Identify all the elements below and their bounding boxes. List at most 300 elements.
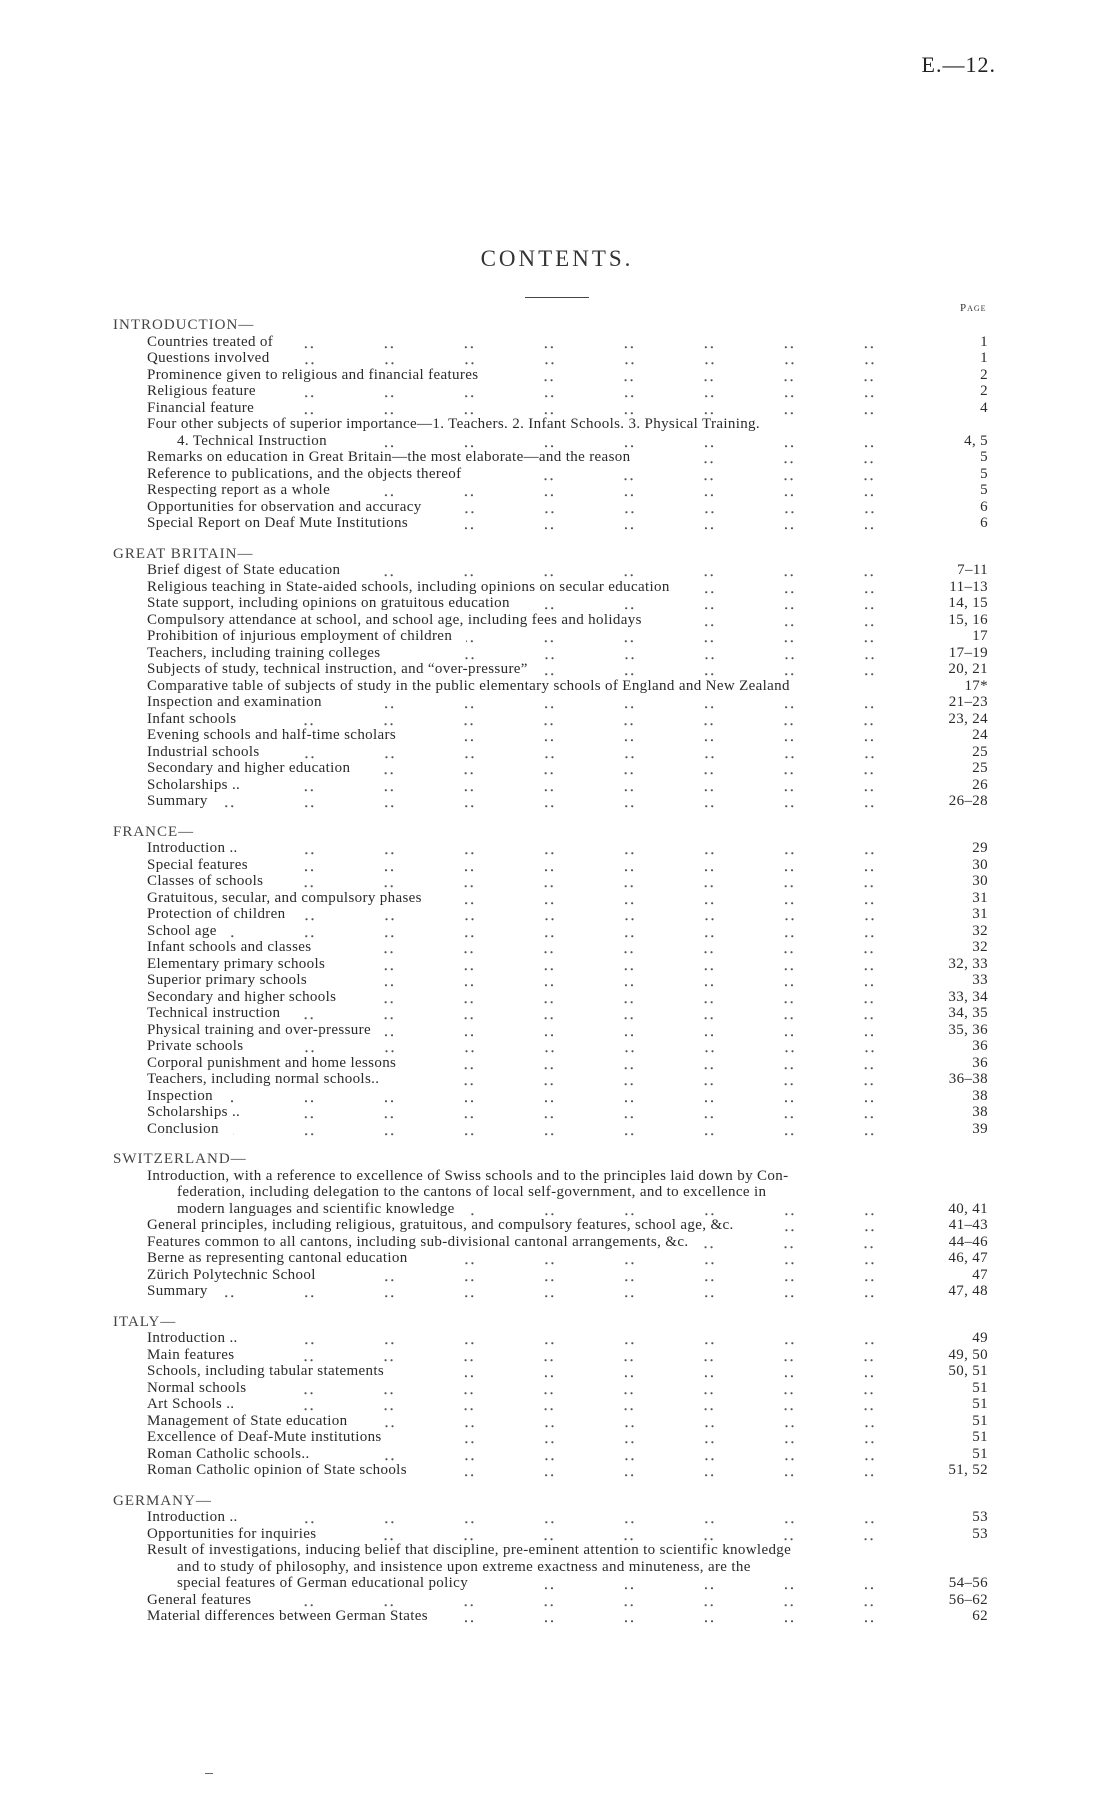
page-number: 40, 41	[948, 1200, 988, 1217]
dot-leader	[410, 727, 914, 744]
toc-entry	[113, 1542, 988, 1592]
entry-title: Opportunities for inquiries	[147, 1525, 317, 1542]
toc-entry	[113, 1088, 988, 1105]
page-number: 11–13	[949, 578, 988, 595]
entry-title: special features of German educational policy	[177, 1575, 469, 1591]
entry-line	[147, 793, 988, 810]
dot-leader	[227, 1088, 914, 1105]
toc-entry	[113, 1168, 988, 1218]
entry-title: Introduction ..	[147, 1330, 238, 1346]
entry-title: Infant schools and classes	[147, 939, 312, 955]
dot-leader	[284, 350, 914, 367]
page-title: CONTENTS.	[480, 246, 634, 271]
toc-entry	[113, 1347, 988, 1364]
dot-leader	[258, 1038, 915, 1055]
dot-leader	[748, 1217, 914, 1234]
dot-leader	[702, 1234, 914, 1251]
page-number: 2	[980, 383, 988, 399]
toc-entry	[113, 383, 988, 400]
entry-line	[147, 1283, 988, 1300]
page-number: 50, 51	[948, 1363, 988, 1379]
page-number: 51	[972, 1379, 988, 1396]
page-number: 24	[972, 727, 988, 743]
scan-mark	[205, 1773, 213, 1774]
entry-title: General features	[147, 1591, 252, 1608]
toc-entry	[113, 1104, 988, 1121]
toc-entry	[113, 972, 988, 989]
dot-leader	[341, 433, 914, 450]
entry-title: Roman Catholic schools..	[147, 1445, 310, 1462]
entry-line	[147, 956, 988, 973]
entry-title: Prominence given to religious and financial features	[147, 366, 479, 383]
toc-entry	[113, 711, 988, 728]
toc-entry	[113, 1038, 988, 1055]
entry-line	[147, 1559, 988, 1576]
entry-title: Art Schools ..	[147, 1396, 235, 1412]
page-number: 31	[972, 889, 988, 906]
page-number: 26	[972, 776, 988, 793]
entry-title: Inspection and examination	[147, 694, 322, 710]
page-number: 51	[972, 1429, 988, 1445]
dot-leader	[252, 1509, 914, 1526]
entry-line	[147, 334, 988, 351]
page-number: 54–56	[948, 1575, 988, 1591]
page-number: 53	[972, 1525, 988, 1542]
entry-title: Evening schools and half-time scholars	[147, 727, 397, 743]
entry-line	[147, 645, 988, 662]
page-number: 39	[972, 1120, 988, 1137]
entry-title: Material differences between German States	[147, 1608, 428, 1624]
page-number: 49	[972, 1330, 988, 1346]
entry-line	[147, 890, 988, 907]
toc-entry	[113, 1005, 988, 1022]
toc-entry	[113, 466, 988, 483]
dot-leader	[684, 579, 914, 596]
entry-line	[147, 1055, 988, 1072]
entry-title: Reference to publications, and the objects thereof	[147, 465, 462, 482]
entry-line	[147, 1250, 988, 1267]
entry-line	[147, 1038, 988, 1055]
dot-leader	[396, 1429, 914, 1446]
toc-entry	[113, 645, 988, 662]
entry-line	[147, 1330, 988, 1347]
toc-section	[113, 1151, 988, 1300]
dot-leader	[410, 1055, 914, 1072]
entry-line	[147, 678, 988, 695]
page-number: 29	[972, 840, 988, 856]
dot-leader	[330, 1267, 914, 1284]
dot-leader	[231, 923, 914, 940]
entry-title: Summary	[147, 793, 208, 809]
entry-line	[147, 1509, 988, 1526]
toc-entry	[113, 890, 988, 907]
page-number: 38	[972, 1104, 988, 1120]
dot-leader	[254, 777, 914, 794]
dot-leader	[277, 873, 914, 890]
page-number: 33	[972, 972, 988, 988]
entry-line	[147, 579, 988, 596]
entry-line	[147, 1462, 988, 1479]
toc-entry	[113, 1509, 988, 1526]
entry-line	[147, 383, 988, 400]
entry-line	[147, 1121, 988, 1138]
entry-line	[147, 727, 988, 744]
toc-entry	[113, 334, 988, 351]
page-number: 15, 16	[948, 611, 988, 628]
dot-leader	[294, 1005, 914, 1022]
entry-title: General principles, including religious, gratuitous, and compulsory features, school age, &c.	[147, 1217, 734, 1233]
dot-leader	[233, 1121, 914, 1138]
entry-line	[147, 1413, 988, 1430]
entry-line	[147, 1347, 988, 1364]
entry-title: Secondary and higher education	[147, 760, 351, 776]
entry-title: Corporal punishment and home lessons	[147, 1054, 397, 1071]
page-number: 32, 33	[948, 955, 988, 972]
dot-leader	[393, 1071, 914, 1088]
entry-line	[147, 367, 988, 384]
entry-title: Remarks on education in Great Britain—the most elaborate—and the reason	[147, 449, 631, 465]
section-heading: SWITZERLAND—	[113, 1151, 247, 1167]
entry-line	[147, 612, 988, 629]
entry-title: Physical training and over-pressure	[147, 1021, 371, 1038]
page-number: 5	[980, 449, 988, 465]
entry-line	[147, 873, 988, 890]
section-heading: FRANCE—	[113, 823, 195, 840]
dot-leader	[421, 1462, 914, 1479]
page-number: 17	[972, 628, 988, 644]
page-number: 35, 36	[948, 1021, 988, 1038]
page-number: 5	[980, 482, 988, 498]
entry-title: School age	[147, 922, 217, 939]
toc-entry	[113, 350, 988, 367]
entry-line	[147, 1005, 988, 1022]
entry-line	[147, 906, 988, 923]
entry-line	[147, 433, 988, 450]
entry-title: Classes of schools	[147, 873, 264, 889]
entry-line	[147, 1380, 988, 1397]
page-number: 44–46	[948, 1233, 988, 1250]
entry-line	[147, 760, 988, 777]
entry-line	[147, 482, 988, 499]
entry-title: Main features	[147, 1346, 235, 1363]
dot-leader	[300, 906, 915, 923]
entry-title: Summary	[147, 1283, 208, 1299]
entry-title: 4. Technical Instruction	[177, 432, 327, 449]
entry-line	[147, 466, 988, 483]
page-number: 51	[972, 1445, 988, 1462]
toc-entry	[113, 1608, 988, 1625]
page-number: 32	[972, 922, 988, 939]
entry-title: Zürich Polytechnic School	[147, 1266, 316, 1283]
dot-leader	[325, 939, 914, 956]
dot-leader	[287, 334, 914, 351]
entry-line	[147, 857, 988, 874]
toc-entry	[113, 628, 988, 645]
page-number: 47, 48	[948, 1283, 988, 1299]
dot-leader	[804, 678, 914, 695]
entry-line	[147, 1217, 988, 1234]
entry-line	[147, 449, 988, 466]
entry-title: Result of investigations, inducing belief that discipline, pre-eminent attention to scientific knowledge	[147, 1542, 792, 1558]
toc-entry	[113, 482, 988, 499]
toc-entry	[113, 1396, 988, 1413]
entry-title: and to study of philosophy, and insistence upon extreme exactness and minuteness, are the	[177, 1558, 751, 1575]
toc-entry	[113, 400, 988, 417]
toc-entry	[113, 1429, 988, 1446]
entry-title: Opportunities for observation and accuracy	[147, 498, 422, 515]
page-number: 31	[972, 906, 988, 922]
toc-entry	[113, 727, 988, 744]
page-number: 4	[980, 399, 988, 416]
entry-line	[147, 1526, 988, 1543]
dot-leader	[268, 400, 914, 417]
page-number: 51	[972, 1396, 988, 1412]
entry-title: Normal schools	[147, 1379, 247, 1396]
entry-line	[147, 515, 988, 532]
toc-section	[113, 1314, 988, 1479]
entry-line	[147, 1071, 988, 1088]
dot-leader	[252, 840, 914, 857]
dot-leader	[542, 661, 914, 678]
entry-title: Infant schools	[147, 710, 237, 727]
entry-line	[147, 499, 988, 516]
entry-line	[147, 350, 988, 367]
table-of-contents	[113, 317, 988, 1639]
entry-title: Protection of children	[147, 906, 286, 922]
toc-entry	[113, 1121, 988, 1138]
page-number: 36	[972, 1038, 988, 1054]
entry-line	[147, 416, 988, 433]
toc-section	[113, 824, 988, 1138]
toc-entry	[113, 840, 988, 857]
dot-leader	[330, 1526, 914, 1543]
toc-entry	[113, 562, 988, 579]
page-number: 1	[980, 350, 988, 366]
toc-entry	[113, 416, 988, 449]
toc-section	[113, 1493, 988, 1625]
page-number: 51, 52	[948, 1462, 988, 1478]
entry-title: Features common to all cantons, including sub-divisional cantonal arrangements, &c.	[147, 1233, 689, 1250]
entry-line	[147, 628, 988, 645]
dot-leader	[475, 466, 914, 483]
toc-entry	[113, 1022, 988, 1039]
section-heading: ITALY—	[113, 1313, 177, 1330]
dot-leader	[324, 1446, 914, 1463]
entry-title: Introduction ..	[147, 1509, 238, 1525]
page-number: 47	[972, 1266, 988, 1283]
toc-section	[113, 317, 988, 532]
entry-title: Berne as representing cantonal education	[147, 1250, 408, 1266]
entry-line	[147, 923, 988, 940]
page-number: 20, 21	[948, 661, 988, 677]
toc-entry	[113, 694, 988, 711]
dot-leader	[350, 989, 914, 1006]
toc-entry	[113, 367, 988, 384]
entry-line	[147, 1396, 988, 1413]
page-number: 25	[972, 743, 988, 760]
dot-leader	[364, 760, 914, 777]
entry-line	[147, 1234, 988, 1251]
entry-title: Four other subjects of superior importance—1. Teachers. 2. Infant Schools. 3. Physical Training.	[147, 416, 761, 432]
dot-leader	[270, 383, 914, 400]
dot-leader	[385, 1022, 914, 1039]
toc-entry	[113, 1526, 988, 1543]
page-number: 49, 50	[948, 1346, 988, 1363]
entry-title: Religious teaching in State-aided schools, including opinions on secular education	[147, 578, 670, 595]
dot-leader	[422, 515, 914, 532]
entry-title: Management of State education	[147, 1412, 348, 1429]
entry-title: Financial feature	[147, 399, 255, 416]
dot-leader	[336, 694, 914, 711]
page-number: 17*	[964, 677, 988, 694]
entry-title: federation, including delegation to the cantons of local self-government, and to excellence in	[177, 1184, 767, 1200]
toc-entry	[113, 449, 988, 466]
toc-entry	[113, 760, 988, 777]
dot-leader	[274, 744, 914, 761]
page-number: 25	[972, 760, 988, 776]
section-heading: GREAT BRITAIN—	[113, 545, 254, 562]
entry-title: Comparative table of subjects of study in the public elementary schools of England and New Zealand	[147, 677, 790, 694]
toc-entry	[113, 1283, 988, 1300]
entry-line	[147, 595, 988, 612]
toc-entry	[113, 956, 988, 973]
document-reference: E.—12.	[921, 52, 996, 77]
page-number: 14, 15	[948, 595, 988, 611]
entry-line	[147, 1267, 988, 1284]
section-heading: GERMANY—	[113, 1492, 212, 1509]
dot-leader	[254, 1104, 914, 1121]
page-number: 26–28	[948, 793, 988, 809]
toc-entry	[113, 499, 988, 516]
entry-title: Respecting report as a whole	[147, 482, 331, 498]
page-number: 38	[972, 1087, 988, 1104]
page-number: 23, 24	[948, 710, 988, 727]
page-number: 6	[980, 498, 988, 515]
page-number: 4, 5	[964, 432, 988, 449]
entry-title: Religious feature	[147, 383, 256, 399]
dot-leader	[436, 499, 914, 516]
page-number: 51	[972, 1412, 988, 1429]
page-number: 21–23	[948, 694, 988, 710]
entry-title: Excellence of Deaf-Mute institutions	[147, 1429, 382, 1445]
dot-leader	[262, 857, 914, 874]
entry-title: Teachers, including normal schools..	[147, 1071, 380, 1087]
toc-entry	[113, 923, 988, 940]
toc-entry	[113, 1363, 988, 1380]
dot-leader	[339, 956, 914, 973]
entry-title: Roman Catholic opinion of State schools	[147, 1462, 407, 1478]
entry-title: Scholarships ..	[147, 776, 241, 793]
entry-title: Questions involved	[147, 350, 270, 366]
entry-title: Private schools	[147, 1038, 244, 1054]
dot-leader	[362, 1413, 915, 1430]
entry-line	[147, 1022, 988, 1039]
toc-entry	[113, 1234, 988, 1251]
page-number: 30	[972, 856, 988, 873]
toc-entry	[113, 989, 988, 1006]
toc-entry	[113, 678, 988, 695]
page-number: 62	[972, 1608, 988, 1624]
toc-entry	[113, 857, 988, 874]
entry-line	[147, 1201, 988, 1218]
entry-line	[147, 562, 988, 579]
entry-title: Brief digest of State education	[147, 562, 341, 578]
entry-line	[147, 400, 988, 417]
toc-entry	[113, 612, 988, 629]
entry-line	[147, 1363, 988, 1380]
page-number: 17–19	[948, 644, 988, 661]
dot-leader	[260, 1380, 914, 1397]
entry-line	[147, 1104, 988, 1121]
entry-line	[147, 1608, 988, 1625]
page-number: 1	[980, 333, 988, 350]
toc-entry	[113, 1267, 988, 1284]
entry-title: Technical instruction	[147, 1005, 281, 1021]
toc-entry	[113, 1380, 988, 1397]
entry-title: Secondary and higher schools	[147, 988, 337, 1005]
dot-leader	[398, 1363, 914, 1380]
entry-title: Special Report on Deaf Mute Institutions	[147, 515, 409, 531]
entry-line	[147, 989, 988, 1006]
page-number: 32	[972, 939, 988, 955]
page-number: 36	[972, 1054, 988, 1071]
toc-section	[113, 546, 988, 810]
toc-entry	[113, 1592, 988, 1609]
toc-entry	[113, 939, 988, 956]
page-number: 53	[972, 1509, 988, 1525]
page-number: 56–62	[948, 1591, 988, 1608]
toc-entry	[113, 1462, 988, 1479]
page-number: 34, 35	[948, 1005, 988, 1021]
entry-line	[147, 1592, 988, 1609]
title-rule	[525, 297, 589, 298]
entry-line	[147, 777, 988, 794]
dot-leader	[524, 595, 914, 612]
entry-title: Gratuitous, secular, and compulsory phases	[147, 889, 422, 906]
entry-title: Introduction ..	[147, 840, 238, 856]
page-number: 30	[972, 873, 988, 889]
dot-leader	[469, 1201, 914, 1218]
page-number: 2	[980, 366, 988, 383]
entry-line	[147, 744, 988, 761]
dot-leader	[265, 1592, 914, 1609]
entry-title: Special features	[147, 856, 248, 873]
toc-entry	[113, 661, 988, 678]
dot-leader	[656, 612, 914, 629]
entry-title: Countries treated of	[147, 333, 274, 350]
page-number: 6	[980, 515, 988, 531]
toc-entry	[113, 1330, 988, 1347]
page-number: 7–11	[957, 562, 988, 578]
entry-title: Introduction, with a reference to excellence of Swiss schools and to the principles laid down by Con-	[147, 1167, 789, 1184]
dot-leader	[492, 367, 914, 384]
entry-line	[147, 1088, 988, 1105]
dot-leader	[466, 628, 914, 645]
entry-title: State support, including opinions on gratuitous education	[147, 595, 510, 611]
entry-line	[147, 694, 988, 711]
entry-title: Teachers, including training colleges	[147, 644, 381, 661]
dot-leader	[354, 562, 914, 579]
entry-title: Compulsory attendance at school, and school age, including fees and holidays	[147, 611, 642, 628]
entry-line	[147, 711, 988, 728]
entry-line	[147, 939, 988, 956]
toc-entry	[113, 873, 988, 890]
page-number: 36–38	[948, 1071, 988, 1087]
toc-entry	[113, 793, 988, 810]
dot-leader	[422, 1250, 914, 1267]
dot-leader	[436, 890, 914, 907]
entry-line	[147, 1575, 988, 1592]
